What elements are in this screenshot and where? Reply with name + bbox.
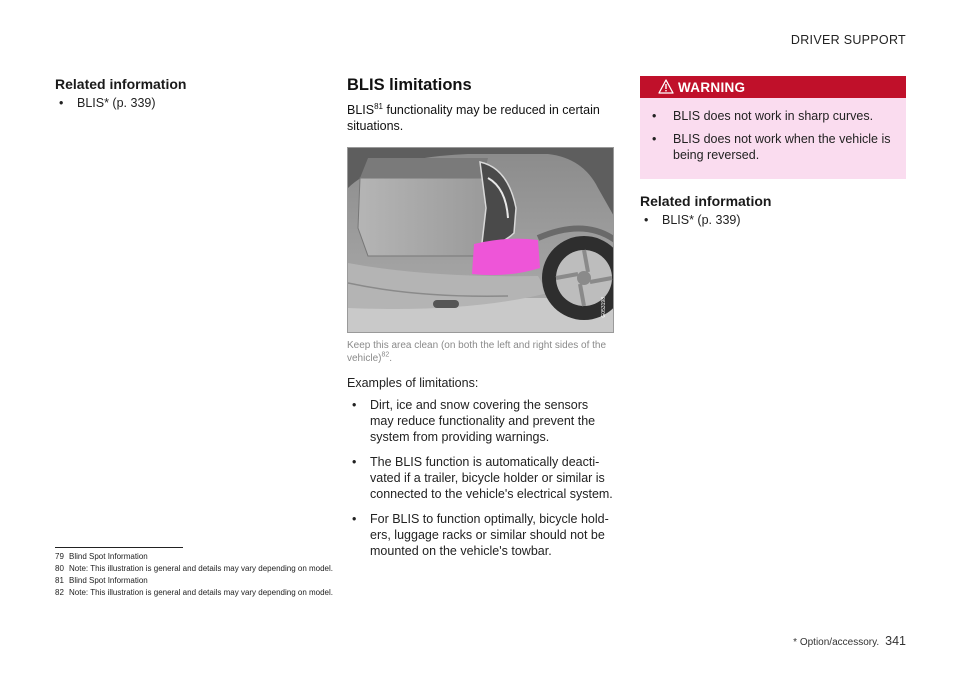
related-links-list [55,95,305,111]
warning-triangle-icon [658,79,674,94]
warning-item: • BLIS does not work in sharp curves. [648,108,892,124]
limitations-list [347,397,614,559]
related-links-list [640,212,906,228]
warning-title: WARNING [678,79,746,95]
option-accessory-note: * Option/accessory. [793,637,880,648]
limitation-item: • The BLIS function is automatically deacti-vated if a trailer, bicycle holder or similar is connected to the vehicle's electrical system. [347,454,614,502]
footnotes [55,551,395,599]
warning-body [640,98,906,179]
related-link-blis[interactable]: • BLIS* (p. 339) [640,212,906,228]
limitation-item: • Dirt, ice and snow covering the sensors may reduce functionality and prevent the system from providing warnings. [347,397,614,445]
related-information-heading: Related information [640,193,772,209]
footnote-81: 81 Blind Spot Information [55,576,148,585]
car-rear-drawing [348,148,614,333]
warning-box [640,76,906,179]
limitation-item: • For BLIS to function optimally, bicycle hold-ers, luggage racks or similar should not be mounted on the vehicle's towbar. [347,511,614,559]
intro-paragraph: BLIS$^{81}$ functionality may be reduced in certain situations. [347,101,600,133]
warning-list [648,108,892,163]
page-footer [793,634,906,648]
figure-code: G053198 [601,297,607,318]
column-right [640,76,906,228]
footnote-ref-82[interactable]: 82 [381,351,390,359]
footnote-ref-81[interactable]: 81 [374,101,384,111]
column-left [55,76,305,111]
footnote-80: 80 Note: This illustration is general and details may vary depending on model. [55,564,333,573]
column-middle [347,76,614,568]
page-title: BLIS limitations [347,76,472,94]
related-information-block [640,193,906,228]
warning-header [640,76,906,98]
warning-item: • BLIS does not work when the vehicle is being reversed. [648,131,892,163]
figure-caption: Keep this area clean (on both the left and right sides of the vehicle)$^{82}$. [347,340,607,364]
related-link-blis[interactable]: • BLIS* (p. 339) [55,95,305,111]
page-number: 341 [885,634,906,648]
footnote-79: 79 Blind Spot Information [55,552,148,561]
related-information-heading: Related information [55,76,187,92]
section-header: DRIVER SUPPORT [790,33,906,47]
footnote-divider [55,547,183,548]
examples-intro: Examples of limitations: [347,376,479,390]
rear-bumper-illustration [347,147,614,333]
footnote-82: 82 Note: This illustration is general and details may vary depending on model. [55,588,333,597]
